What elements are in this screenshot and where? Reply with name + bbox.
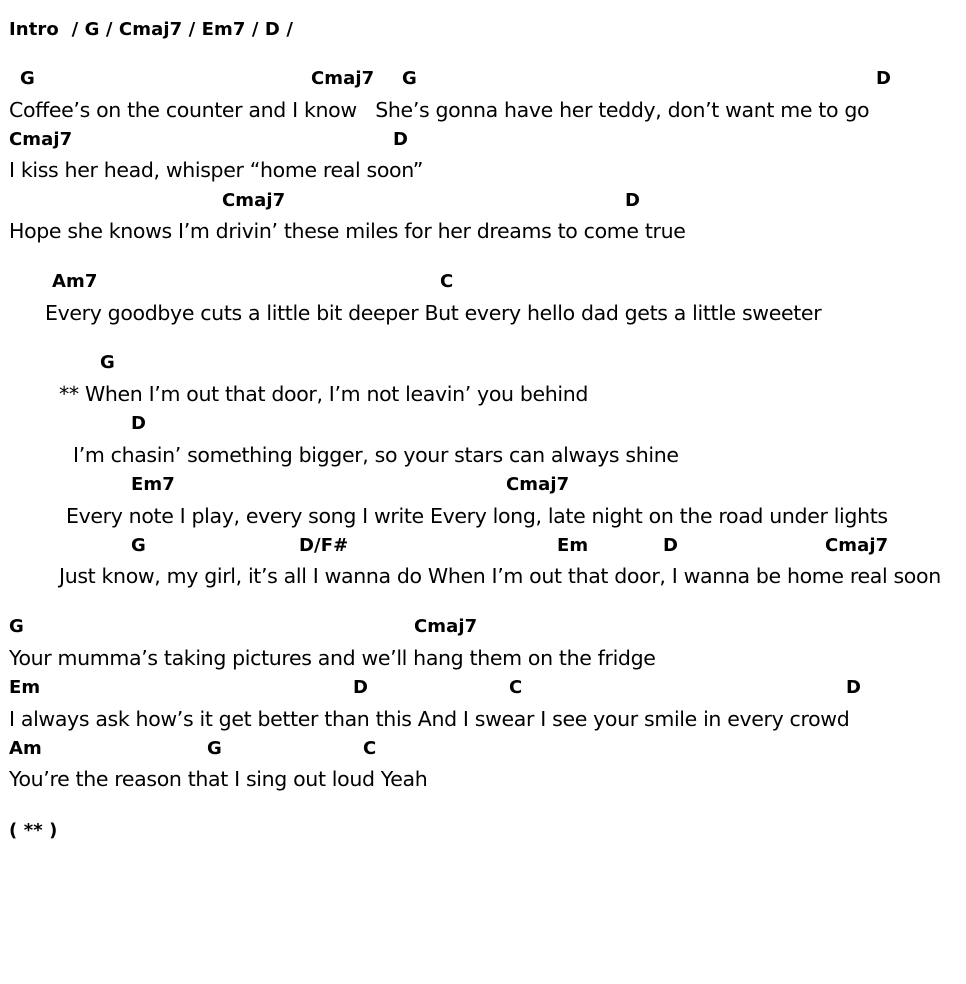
chord: G — [100, 352, 115, 373]
chord: Em — [557, 535, 589, 556]
repeat-marker: ( ** ) — [9, 820, 58, 841]
chord: Em — [9, 677, 41, 698]
lyric-line: I kiss her head, whisper “home real soon” — [9, 158, 423, 182]
chord: D — [625, 190, 641, 211]
lyric-line: Hope she knows I’m drivin’ these miles for her dreams to come true — [9, 219, 686, 243]
chord: Cmaj7 — [222, 190, 286, 211]
chord: Em7 — [131, 474, 175, 495]
chord: G — [207, 738, 222, 759]
chord: D — [393, 129, 409, 150]
chord: G — [9, 616, 24, 637]
lyric-line: Coffee’s on the counter and I know She’s gonna have her teddy, don’t want me to go — [9, 98, 870, 122]
chord: D — [846, 677, 862, 698]
lyric-line: Every note I play, every song I write Every long, late night on the road under lights — [66, 504, 888, 528]
chord: Cmaj7 — [311, 68, 375, 89]
lyric-line: I’m chasin’ something bigger, so your stars can always shine — [73, 443, 679, 467]
chord: G — [20, 68, 35, 89]
chord: C — [440, 271, 454, 292]
lyric-line: Just know, my girl, it’s all I wanna do When I’m out that door, I wanna be home real soon — [59, 564, 941, 588]
lyric-line: You’re the reason that I sing out loud Yeah — [9, 767, 428, 791]
chord: D — [353, 677, 369, 698]
lyric-line: Every goodbye cuts a little bit deeper But every hello dad gets a little sweeter — [45, 301, 822, 325]
lyric-line: ** When I’m out that door, I’m not leavin’ you behind — [59, 382, 589, 406]
chord: D — [131, 413, 147, 434]
intro-line: Intro / G / Cmaj7 / Em7 / D / — [9, 19, 293, 40]
chord: Cmaj7 — [825, 535, 889, 556]
chord: Cmaj7 — [9, 129, 73, 150]
chord: Cmaj7 — [506, 474, 570, 495]
lyric-line: I always ask how’s it get better than this And I swear I see your smile in every crowd — [9, 707, 850, 731]
chord: Cmaj7 — [414, 616, 478, 637]
chord: G — [131, 535, 146, 556]
chord: Am — [9, 738, 42, 759]
chord: C — [509, 677, 523, 698]
chord: Am7 — [52, 271, 98, 292]
chord: D — [663, 535, 679, 556]
lyric-line: Your mumma’s taking pictures and we’ll hang them on the fridge — [9, 646, 656, 670]
chord: C — [363, 738, 377, 759]
chord: D/F# — [299, 535, 349, 556]
chord: G — [402, 68, 417, 89]
chord: D — [876, 68, 892, 89]
